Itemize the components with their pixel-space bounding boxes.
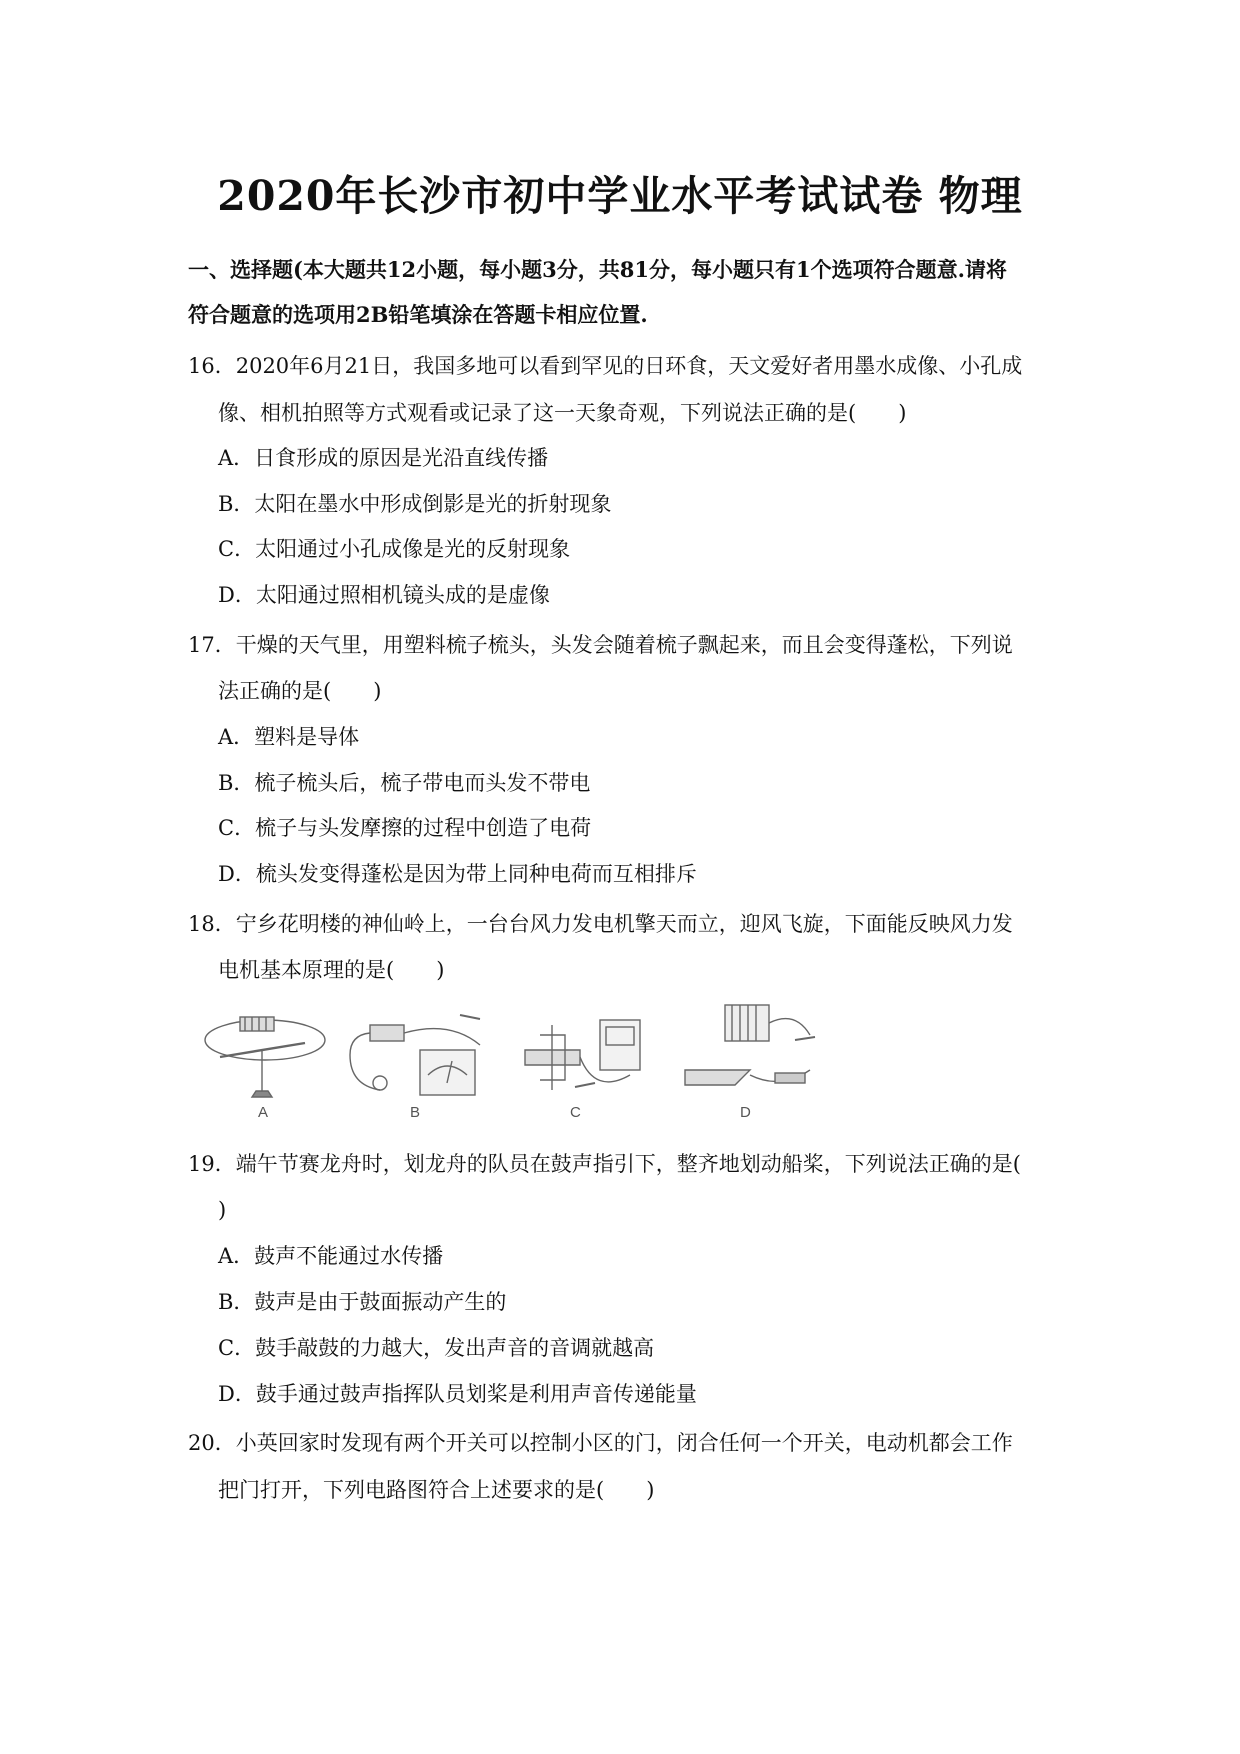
question-18-stem-line1: 18．宁乡花明楼的神仙岭上，一台台风力发电机擎天而立，迎风飞旋，下面能反映风力发 <box>188 912 1013 936</box>
question-17-option-d: D．梳头发变得蓬松是因为带上同种电荷而互相排斥 <box>218 862 697 886</box>
question-19-option-d: D．鼓手通过鼓声指挥队员划桨是利用声音传递能量 <box>218 1382 697 1406</box>
figure-b-galvanometer-circuit <box>340 995 490 1120</box>
figure-d-battery-rails <box>680 995 830 1120</box>
question-17-stem-line2: 法正确的是( ) <box>218 679 382 703</box>
question-16-option-d: D．太阳通过照相机镜头成的是虚像 <box>218 583 550 607</box>
question-18-stem-line2: 电机基本原理的是( ) <box>218 958 445 982</box>
section-heading-line1: 一、选择题(本大题共12小题，每小题3分，共81分，每小题只有1个选项符合题意.请将 <box>188 257 1007 282</box>
question-19-stem-line2: ) <box>218 1198 227 1222</box>
question-16-stem-line2: 像、相机拍照等方式观看或记录了这一天象奇观，下列说法正确的是( ) <box>218 401 907 425</box>
question-20-stem-line2: 把门打开，下列电路图符合上述要求的是( ) <box>218 1478 655 1502</box>
question-19-option-b: B．鼓声是由于鼓面振动产生的 <box>218 1290 507 1314</box>
question-16-option-c: C．太阳通过小孔成像是光的反射现象 <box>218 537 571 561</box>
figure-c-magnet-conductor <box>520 995 670 1120</box>
question-19-option-a: A．鼓声不能通过水传播 <box>218 1244 444 1268</box>
page-title: 2020年长沙市初中学业水平考试试卷 物理 <box>217 172 1023 220</box>
question-16-stem-line1: 16．2020年6月21日，我国多地可以看到罕见的日环食，天文爱好者用墨水成像、小孔成 <box>188 354 1023 378</box>
question-19-option-c: C．鼓手敲鼓的力越大，发出声音的音调就越高 <box>218 1336 655 1360</box>
question-18-figures <box>200 995 840 1120</box>
figure-label-c: C <box>570 1104 581 1120</box>
figure-label-b: B <box>410 1104 421 1120</box>
figure-a-coil-compass <box>200 995 330 1120</box>
section-heading-line2: 符合题意的选项用2B铅笔填涂在答题卡相应位置. <box>188 302 648 327</box>
figure-label-a: A <box>258 1104 269 1120</box>
question-16-option-a: A．日食形成的原因是光沿直线传播 <box>218 446 549 470</box>
question-17-stem-line1: 17．干燥的天气里，用塑料梳子梳头，头发会随着梳子飘起来，而且会变得蓬松，下列说 <box>188 633 1013 657</box>
question-16-option-b: B．太阳在墨水中形成倒影是光的折射现象 <box>218 492 612 516</box>
question-17-option-b: B．梳子梳头后，梳子带电而头发不带电 <box>218 771 591 795</box>
question-19-stem-line1: 19．端午节赛龙舟时，划龙舟的队员在鼓声指引下，整齐地划动船桨，下列说法正确的是( <box>188 1152 1021 1176</box>
question-20-stem-line1: 20．小英回家时发现有两个开关可以控制小区的门，闭合任何一个开关，电动机都会工作 <box>188 1431 1013 1455</box>
figure-label-d: D <box>740 1104 751 1120</box>
question-17-option-c: C．梳子与头发摩擦的过程中创造了电荷 <box>218 816 592 840</box>
question-17-option-a: A．塑料是导体 <box>218 725 360 749</box>
